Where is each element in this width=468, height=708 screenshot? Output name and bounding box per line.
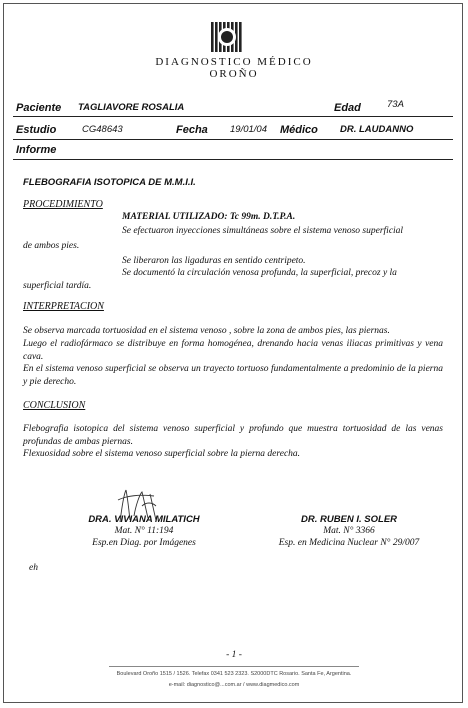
interpretacion-paragraph-2: Luego el radiofármaco se distribuye en forma homogénea, drenando hacia venas iliacas primitivas y vena cava.	[23, 339, 443, 362]
report-title: FLEBOGRAFIA ISOTOPICA DE M.M.I.I.	[23, 177, 196, 188]
conclusion-paragraph-2: Flexuosidad sobre el sistema venoso superficial sobre la pierna derecha.	[23, 449, 301, 459]
header-line-2	[13, 139, 453, 140]
fecha-value: 19/01/04	[230, 124, 267, 135]
edad-label: Edad	[334, 102, 361, 114]
paciente-label: Paciente	[16, 102, 62, 114]
fecha-label: Fecha	[176, 124, 208, 136]
footer-line	[109, 666, 359, 667]
page-number: - 1 -	[226, 650, 242, 660]
typist-initials: eh	[29, 563, 38, 573]
header-line-3	[13, 159, 453, 160]
footer-address: Boulevard Oroño 1515 / 1526. Telefax 0341 523 2323. S2000DTC Rosario. Santa Fe, Argentina.	[116, 671, 352, 677]
medico-label: Médico	[280, 124, 318, 136]
procedimiento-heading: PROCEDIMIENTO	[23, 199, 103, 210]
informe-label: Informe	[16, 144, 57, 156]
brand-sub: OROÑO	[209, 68, 259, 80]
procedimiento-line-1: Se efectuaron inyecciones simultáneas sobre el sistema venoso superficial	[122, 226, 404, 236]
procedimiento-line-2: de ambos pies.	[23, 241, 80, 251]
paciente-value: TAGLIAVORE ROSALIA	[78, 102, 185, 113]
report-page	[3, 3, 463, 703]
header-line-1	[13, 116, 453, 117]
interpretacion-paragraph-1: Se observa marcada tortuosidad en el sistema venoso , sobre la zona de ambos pies, las piernas.	[23, 326, 390, 336]
conclusion-paragraph-1: Flebografia isotopica del sistema venoso superficial y profundo que muestra tortuosidad de las venas profundas de ambas piernas.	[23, 424, 443, 447]
signature-name-2: DR. RUBEN I. SOLER	[300, 514, 398, 525]
estudio-label: Estudio	[16, 124, 57, 136]
conclusion-heading: CONCLUSION	[23, 400, 86, 411]
signature-name-1: DRA. VIVIANA MILATICH	[88, 514, 200, 525]
signature-spec-2: Esp. en Medicina Nuclear N° 29/007	[278, 538, 420, 548]
signature-spec-1: Esp.en Diag. por Imágenes	[92, 538, 196, 548]
footer-contact: e-mail: diagnostico@...com.ar / www.diagmedico.com	[168, 682, 300, 688]
brand-name: DIAGNOSTICO MÉDICO	[155, 56, 313, 68]
signature-mat-2: Mat. N° 3366	[323, 526, 375, 536]
edad-value: 73A	[387, 99, 404, 110]
material-line: MATERIAL UTILIZADO: Tc 99m. D.T.P.A.	[122, 212, 296, 222]
signature-mat-1: Mat. N° 11:194	[114, 526, 174, 536]
procedimiento-line-4: Se documentó la circulación venosa profunda, la superficial, precoz y la	[122, 268, 397, 278]
procedimiento-line-3: Se liberaron las ligaduras en sentido centripeto.	[122, 256, 306, 266]
estudio-value: CG48643	[82, 124, 123, 135]
interpretacion-heading: INTERPRETACION	[23, 301, 104, 312]
interpretacion-paragraph-3: En el sistema venoso superficial se observa un trayecto tortuoso fundamentalmente a predominio de la pierna y pie derecho.	[23, 364, 443, 387]
procedimiento-line-5: superficial tardía.	[23, 281, 92, 291]
medico-value: DR. LAUDANNO	[340, 124, 414, 135]
logo-icon	[210, 20, 244, 54]
